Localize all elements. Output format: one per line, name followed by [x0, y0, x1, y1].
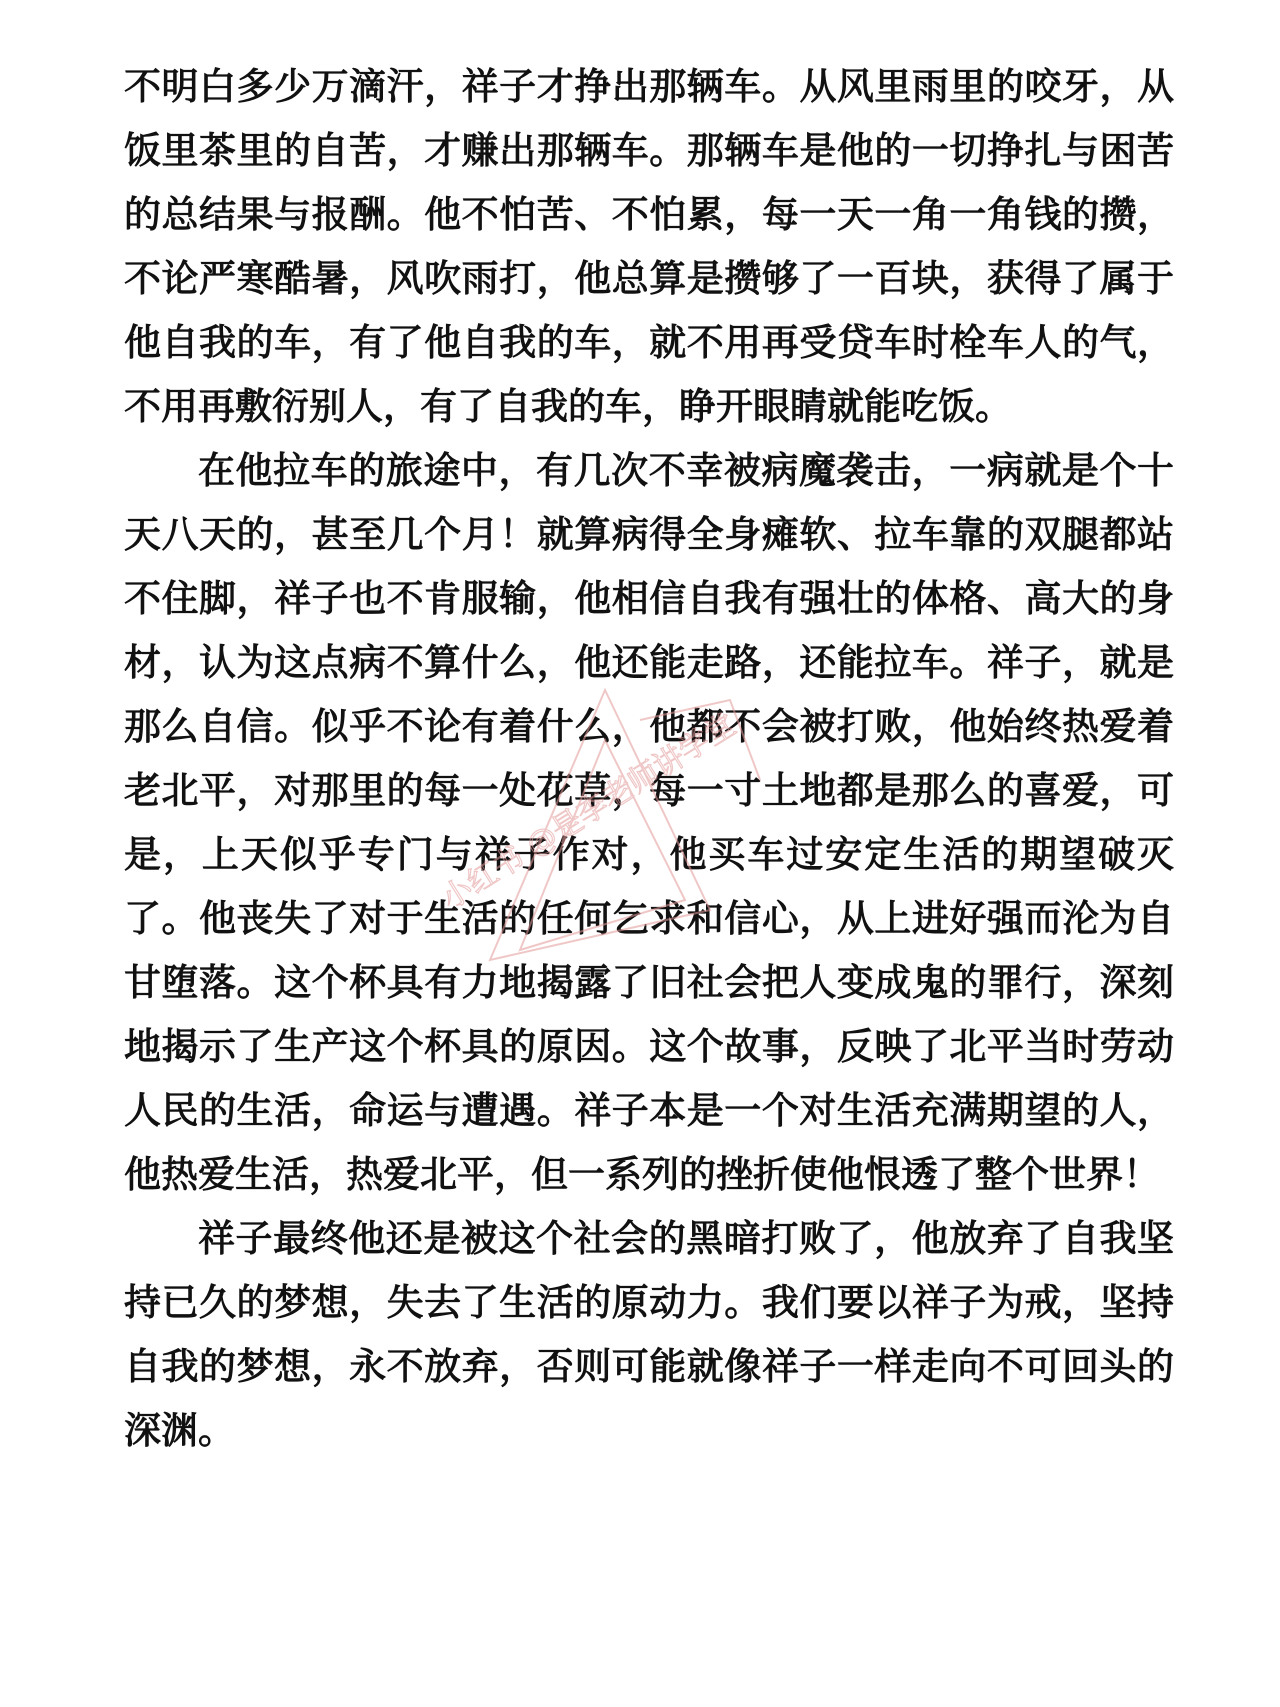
watermark-text: 小红书 @是李老师讲学堂 — [435, 707, 743, 917]
document-body — [124, 54, 1174, 1462]
paragraph-3: 祥子最终他还是被这个社会的黑暗打败了，他放弃了自我坚持已久的梦想，失去了生活的原动力。我们要以祥子为戒，坚持自我的梦想，永不放弃，否则可能就像祥子一样走向不可回头的深渊。 — [124, 1216, 1174, 1452]
paragraph-2: 在他拉车的旅途中，有几次不幸被病魔袭击，一病就是个十天八天的，甚至几个月！就算病得全身瘫软、拉车靠的双腿都站不住脚，祥子也不肯服输，他相信自我有强壮的体格、高大的身材，认为这点病不算什么，他还能走路，还能拉车。祥子，就是那么自信。似乎不论有着什么，他都不会被打败，他始终热爱着老北平，对那里的每一处花草，每一寸土地都是那么的喜爱，可是，上天似乎专门与祥子作对，他买车过安定生活的期望破灭了。他丧失了对于生活的任何乞求和信心，从上进好强而沦为自甘堕落。这个杯具有力地揭露了旧社会把人变成鬼的罪行，深刻地揭示了生产这个杯具的原因。这个故事，反映了北平当时劳动人民的生活，命运与遭遇。祥子本是一个对生活充满期望的人，他热爱生活，热爱北平，但一系列的挫折使他恨透了整个世界！ — [124, 448, 1174, 1196]
paragraph-1: 不明白多少万滴汗，祥子才挣出那辆车。从风里雨里的咬牙，从饭里茶里的自苦，才赚出那辆车。那辆车是他的一切挣扎与困苦的总结果与报酬。他不怕苦、不怕累，每一天一角一角钱的攒，不论严寒酷暑，风吹雨打，他总算是攒够了一百块，获得了属于他自我的车，有了他自我的车，就不用再受贷车时栓车人的气，不用再敷衍别人，有了自我的车，睁开眼睛就能吃饭。 — [124, 64, 1174, 428]
